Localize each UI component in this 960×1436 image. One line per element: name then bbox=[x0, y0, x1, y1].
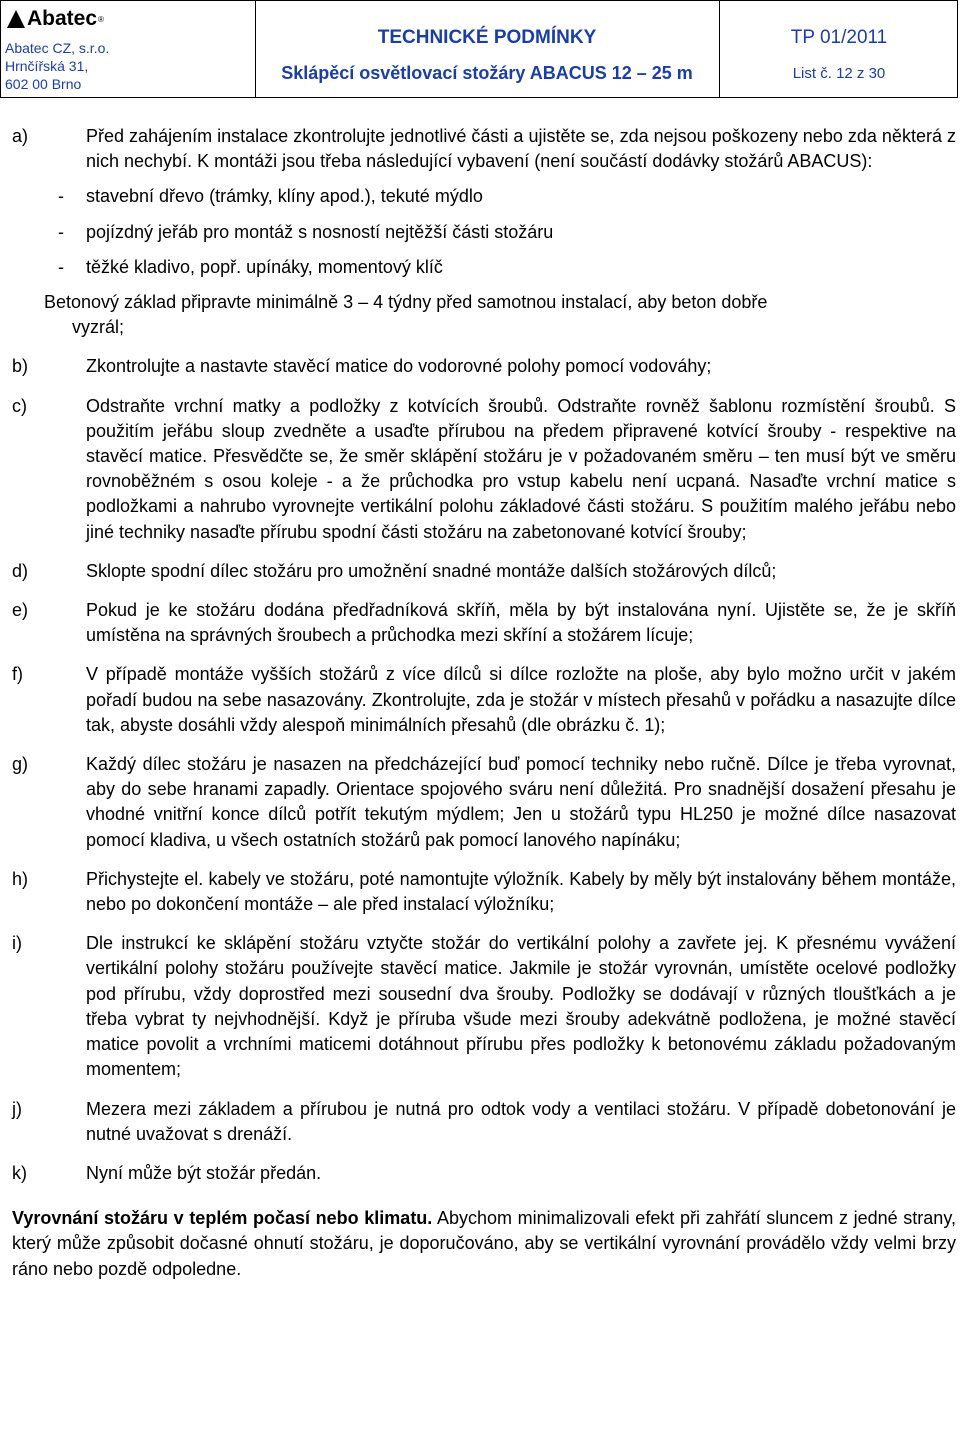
list-item-j bbox=[0, 1097, 960, 1147]
paragraph-text: Abychom minimalizovali efekt při zahřátí sluncem z jedné strany, který může způsobit dočasné ohnutí stožáru, je doporučováno, aby se vertikální vyrovnání provádělo vždy velmi brzy ráno nebo pozdě odpoledne. bbox=[12, 1208, 956, 1279]
equipment-text: pojízdný jeřáb pro montáž s nosností nejtěžší části stožáru bbox=[86, 221, 554, 242]
equipment-text: těžké kladivo, popř. upínáky, momentový klíč bbox=[86, 256, 443, 277]
list-item-h bbox=[0, 867, 960, 917]
item-text: Přichystejte el. kabely ve stožáru, poté namontujte výložník. Kabely by měly být instalovány během montáže, nebo po dokončení montáže – ale před instalací výložníku; bbox=[86, 868, 956, 915]
item-text: Pokud je ke stožáru dodána předřadníková skříň, měla by být instalována nyní. Ujistěte se, že je skříň umístěna na správných šroubech a průchodka mezi skříní a stožárem lícuje; bbox=[86, 600, 956, 646]
item-label: i) bbox=[12, 933, 22, 954]
document-code: TP 01/2011 bbox=[790, 27, 888, 48]
document-subtitle: Sklápěcí osvětlovací stožáry ABACUS 12 – 25 m bbox=[281, 63, 693, 83]
document-title: TECHNICKÉ PODMÍNKY bbox=[377, 27, 597, 48]
warm-weather-paragraph bbox=[0, 1206, 960, 1282]
equipment-item bbox=[0, 255, 960, 280]
item-label: h) bbox=[12, 868, 29, 889]
item-label: k) bbox=[12, 1162, 27, 1183]
equipment-item bbox=[0, 220, 960, 245]
list-item-g bbox=[0, 752, 960, 853]
item-text: V případě montáže vyšších stožárů z více dílců si dílce rozložte na ploše, aby bylo možno určit v jakém pořadí budou na sebe nasazovány. Zkontrolujte, zda je stožár v místech přesahů v pořádku a nasazujte dílce tak, abyste dosáhli vždy alespoň minimálních přesahů (dle obrázku č. 1); bbox=[86, 664, 956, 735]
note-line-1: Betonový základ připravte minimálně 3 – 4 týdny před samotnou instalací, aby beton dobře bbox=[44, 292, 768, 313]
header-code-cell bbox=[720, 1, 958, 97]
item-text: Každý dílec stožáru je nasazen na předcházející buď pomocí techniky nebo ručně. Dílce je třeba vyrovnat, aby do sebe hranami zapadly. Orientace spojového sváru není důležitá. Pro snadnější dosažení přesahu je vhodné vnitřní konce dílců potřít tekutým mýdlem; Jen u stožárů typu HL250 je možné dílce nasazovat pomocí kladiva, u všech ostatních stožárů pak pomocí lanového napínáku; bbox=[86, 754, 956, 850]
header-title-cell bbox=[255, 1, 720, 97]
item-text: Mezera mezi základem a přírubou je nutná pro odtok vody a ventilaci stožáru. V případě dobetonování je nutné uvažovat s drenáží. bbox=[86, 1098, 956, 1144]
list-item-k bbox=[0, 1161, 960, 1186]
company-name: Abatec CZ, s.r.o. bbox=[5, 40, 110, 56]
list-item-b bbox=[0, 354, 960, 379]
item-text: Před zahájením instalace zkontrolujte jednotlivé části a ujistěte se, zda nejsou poškozeny nebo zda některá z nich nechybí. K montáži jsou třeba následující vybavení (není součástí dodávky stožárů ABACUS): bbox=[86, 126, 956, 172]
note-line-2: vyzrál; bbox=[72, 317, 125, 338]
dash-bullet: - bbox=[58, 186, 64, 207]
document-header bbox=[0, 0, 958, 98]
dash-bullet: - bbox=[58, 221, 64, 242]
item-label: c) bbox=[12, 395, 27, 416]
item-label: g) bbox=[12, 754, 29, 775]
item-label: a) bbox=[12, 126, 29, 146]
list-item-c bbox=[0, 394, 960, 545]
dash-bullet: - bbox=[58, 256, 64, 277]
document-body bbox=[0, 124, 960, 1282]
list-item-f bbox=[0, 662, 960, 738]
list-item-i bbox=[0, 931, 960, 1082]
item-label: f) bbox=[12, 664, 23, 685]
header-company-cell bbox=[1, 1, 256, 97]
item-label: b) bbox=[12, 356, 29, 377]
paragraph-heading: Vyrovnání stožáru v teplém počasí nebo klimatu. bbox=[12, 1208, 433, 1229]
item-text: Nyní může být stožár předán. bbox=[86, 1162, 322, 1183]
item-text: Zkontrolujte a nastavte stavěcí matice do vodorovné polohy pomocí vodováhy; bbox=[86, 356, 712, 377]
logo-registered-mark: ® bbox=[98, 14, 104, 24]
item-label: e) bbox=[12, 600, 29, 621]
page-number: List č. 12 z 30 bbox=[792, 65, 886, 82]
item-text: Sklopte spodní dílec stožáru pro umožnění snadné montáže dalších stožárových dílců; bbox=[86, 560, 777, 581]
concrete-note bbox=[0, 290, 960, 340]
list-item-d bbox=[0, 559, 960, 584]
company-street: Hrnčířská 31, bbox=[5, 58, 89, 74]
equipment-item bbox=[0, 184, 960, 209]
list-item-e bbox=[0, 598, 960, 648]
company-city: 602 00 Brno bbox=[5, 76, 82, 92]
logo-text: Abatec bbox=[27, 7, 98, 30]
item-label: d) bbox=[12, 560, 29, 581]
item-label: j) bbox=[12, 1098, 22, 1119]
equipment-text: stavební dřevo (trámky, klíny apod.), tekuté mýdlo bbox=[86, 186, 483, 207]
list-item-a bbox=[0, 124, 960, 174]
company-address bbox=[5, 39, 109, 93]
abatec-logo-icon bbox=[7, 10, 25, 28]
item-text: Odstraňte vrchní matky a podložky z kotvících šroubů. Odstraňte rovněž šablonu rozmístění šroubů. S použitím jeřábu sloup zvedněte a usaďte přírubou na předem připravené kotvící šrouby - respektive na stavěcí matice. Přesvědčte se, že směr sklápění stožáru je v požadovaném směru – ten musí být ve směru rovnoběžném s osou koleje - a že průchodka pro vstup kabelu není ucpaná. Nasaďte vrchní matice s podložkami a nahrubo vyrovnejte vertikální polohu základové části stožáru. S použitím malého jeřábu nebo jiné techniky nasaďte přírubu spodní části stožáru na zabetonované kotvící šrouby; bbox=[86, 395, 956, 542]
item-text: Dle instrukcí ke sklápění stožáru vztyčte stožár do vertikální polohy a zavřete jej. K přesnému vyvážení vertikální polohy stožáru používejte stavěcí matice. Jakmile je stožár vyrovnán, umístěte ocelové podložky pod přírubu, vždy doprostřed mezi sousední dva šrouby. Podložky se dodávají v různých tloušťkách a je třeba vybrat ty nejvhodnější. Když je příruba všude mezi šrouby adekvátně podložena, je možné stavěcí matice povolit a vrchními maticemi dotáhnout přírubu přes podložky k betonovému základu požadovaným momentem; bbox=[86, 933, 956, 1080]
company-logo bbox=[7, 7, 104, 31]
